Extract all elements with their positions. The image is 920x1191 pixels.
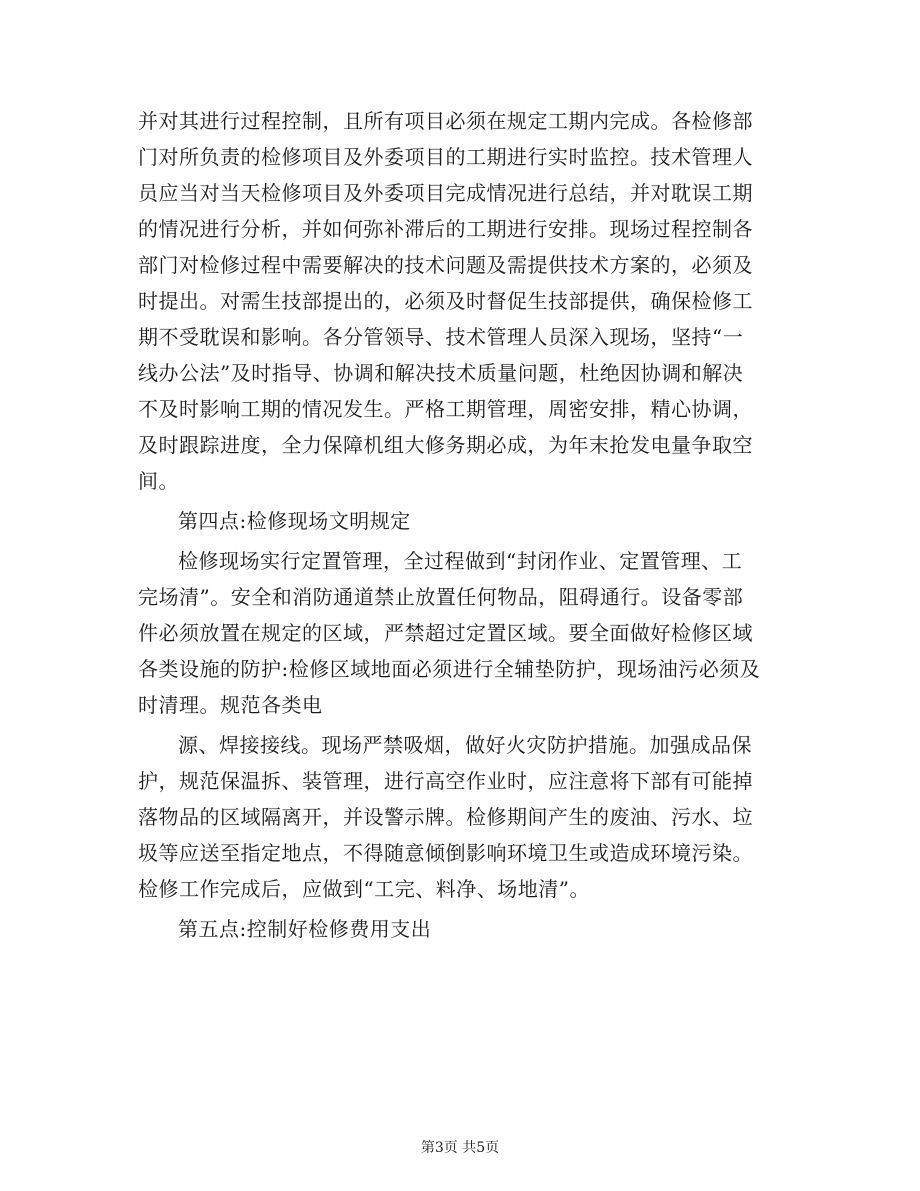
text-line: 落物品的区域隔离开，并设警示牌。检修期间产生的废油、污水、垃: [138, 805, 753, 829]
section-heading-point-five: 第五点:控制好检修费用支出: [178, 917, 432, 941]
paragraph-site-rules: [138, 543, 798, 723]
text-line: 部门对检修过程中需要解决的技术问题及需提供技术方案的，必须及: [138, 253, 753, 277]
text-line: 圾等应送至指定地点，不得随意倾倒影响环境卫生或造成环境污染。: [138, 841, 753, 865]
text-line: 时提出。对需生技部提出的，必须及时督促生技部提供，确保检修工: [138, 289, 753, 313]
document-body: [138, 103, 798, 947]
text-line: 及时跟踪进度，全力保障机组大修务期必成，为年末抢发电量争取空: [138, 433, 753, 457]
text-line: 检修现场实行定置管理，全过程做到“封闭作业、定置管理、工: [178, 549, 743, 573]
paragraph-safety-cleanup: [138, 727, 798, 907]
text-line: 期不受耽误和影响。各分管领导、技术管理人员深入现场，坚持“一: [138, 325, 744, 349]
text-line: 的情况进行分析，并如何弥补滞后的工期进行安排。现场过程控制各: [138, 217, 753, 241]
text-line: 时清理。规范各类电: [138, 693, 323, 717]
text-line: 完场清”。安全和消防通道禁止放置任何物品，阻碍通行。设备零部: [138, 585, 744, 609]
text-line: 源、焊接接线。现场严禁吸烟，做好火灾防护措施。加强成品保: [178, 733, 752, 757]
text-line: 间。: [138, 469, 179, 493]
text-line: 各类设施的防护:检修区域地面必须进行全辅垫防护，现场油污必须及: [138, 657, 761, 681]
text-line: 不及时影响工期的情况发生。严格工期管理，周密安排，精心协调，: [138, 397, 753, 421]
text-line: 并对其进行过程控制，且所有项目必须在规定工期内完成。各检修部: [138, 109, 753, 133]
text-line: 检修工作完成后，应做到“工完、料净、场地清”。: [138, 877, 590, 901]
text-line: 门对所负责的检修项目及外委项目的工期进行实时监控。技术管理人: [138, 145, 753, 169]
page-number-footer: 第3页 共5页: [420, 1140, 500, 1156]
section-heading-point-four: 第四点:检修现场文明规定: [178, 509, 411, 533]
text-line: 员应当对当天检修项目及外委项目完成情况进行总结，并对耽误工期: [138, 181, 753, 205]
text-line: 护，规范保温拆、装管理，进行高空作业时，应注意将下部有可能掉: [138, 769, 753, 793]
paragraph-schedule-control: [138, 103, 798, 499]
text-line: 线办公法”及时指导、协调和解决技术质量问题，杜绝因协调和解决: [138, 361, 744, 385]
text-line: 件必须放置在规定的区域，严禁超过定置区域。要全面做好检修区域: [138, 621, 753, 645]
